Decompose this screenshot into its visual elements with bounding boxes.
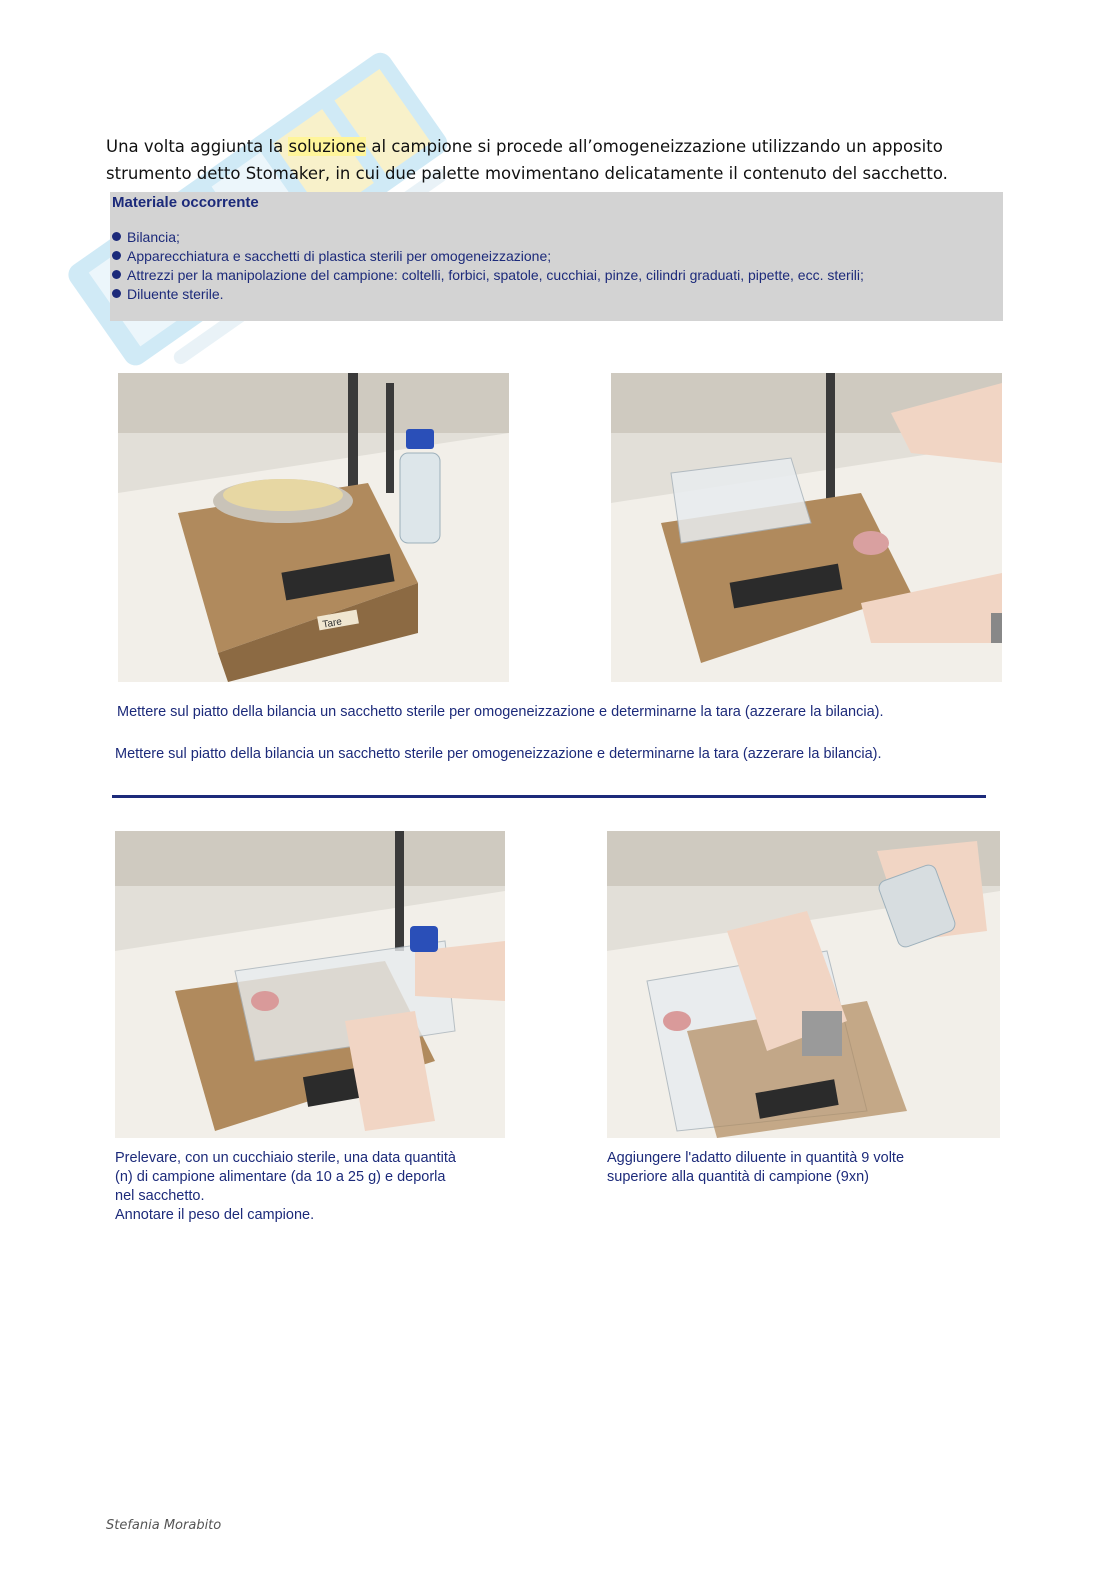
materials-item <box>112 247 864 266</box>
materials-item <box>112 285 864 304</box>
materials-item-text: Attrezzi per la manipolazione del campione: coltelli, forbici, spatole, cucchiai, pinze, cilindri graduati, pipette, ecc. sterili; <box>127 267 864 283</box>
caption-3-line: Annotare il peso del campione. <box>115 1207 315 1223</box>
intro-line-1-start: Una volta aggiunta la <box>106 137 289 156</box>
intro-line-2: strumento detto Stomaker, in cui due palette movimentano delicatamente il contenuto del sacchetto. <box>106 164 948 183</box>
intro-highlight: soluzione <box>288 137 367 156</box>
caption-3-line: Prelevare, con un cucchiaio sterile, una data quantità <box>115 1150 456 1166</box>
photo-bag-on-scale <box>611 373 1002 682</box>
intro-paragraph <box>106 133 1006 187</box>
intro-line-1 <box>106 133 1006 160</box>
materials-title: Materiale occorrente <box>112 194 259 211</box>
materials-item <box>112 266 864 285</box>
caption-4-line: superiore alla quantità di campione (9xn) <box>607 1169 869 1185</box>
materials-list <box>112 228 864 304</box>
section-divider <box>112 795 986 798</box>
photo-scale-empty <box>118 373 509 682</box>
photo-add-diluent <box>607 831 1000 1138</box>
materials-item-text: Bilancia; <box>127 229 180 245</box>
caption-1: Mettere sul piatto della bilancia un sacchetto sterile per omogeneizzazione e determinarne la tara (azzerare la bilancia). <box>117 704 884 720</box>
bullet-icon <box>112 270 121 279</box>
footer-author: Stefania Morabito <box>106 1518 222 1533</box>
bullet-icon <box>112 289 121 298</box>
bullet-icon <box>112 251 121 260</box>
materials-item-text: Diluente sterile. <box>127 286 224 302</box>
materials-box <box>110 192 1003 321</box>
caption-2: Mettere sul piatto della bilancia un sacchetto sterile per omogeneizzazione e determinarne la tara (azzerare la bilancia). <box>115 746 882 762</box>
photo-sample-into-bag <box>115 831 505 1138</box>
caption-3-line: (n) di campione alimentare (da 10 a 25 g) e deporla <box>115 1169 446 1185</box>
caption-4 <box>607 1149 997 1187</box>
materials-item <box>112 228 864 247</box>
caption-3-line: nel sacchetto. <box>115 1188 205 1204</box>
caption-4-line: Aggiungere l'adatto diluente in quantità 9 volte <box>607 1150 905 1166</box>
caption-3 <box>115 1149 535 1225</box>
materials-item-text: Apparecchiatura e sacchetti di plastica sterili per omogeneizzazione; <box>127 248 552 264</box>
bullet-icon <box>112 232 121 241</box>
intro-line-1-end: al campione si procede all’omogeneizzazione utilizzando un apposito <box>366 137 943 156</box>
scale-tare-label: Tare <box>321 616 343 631</box>
